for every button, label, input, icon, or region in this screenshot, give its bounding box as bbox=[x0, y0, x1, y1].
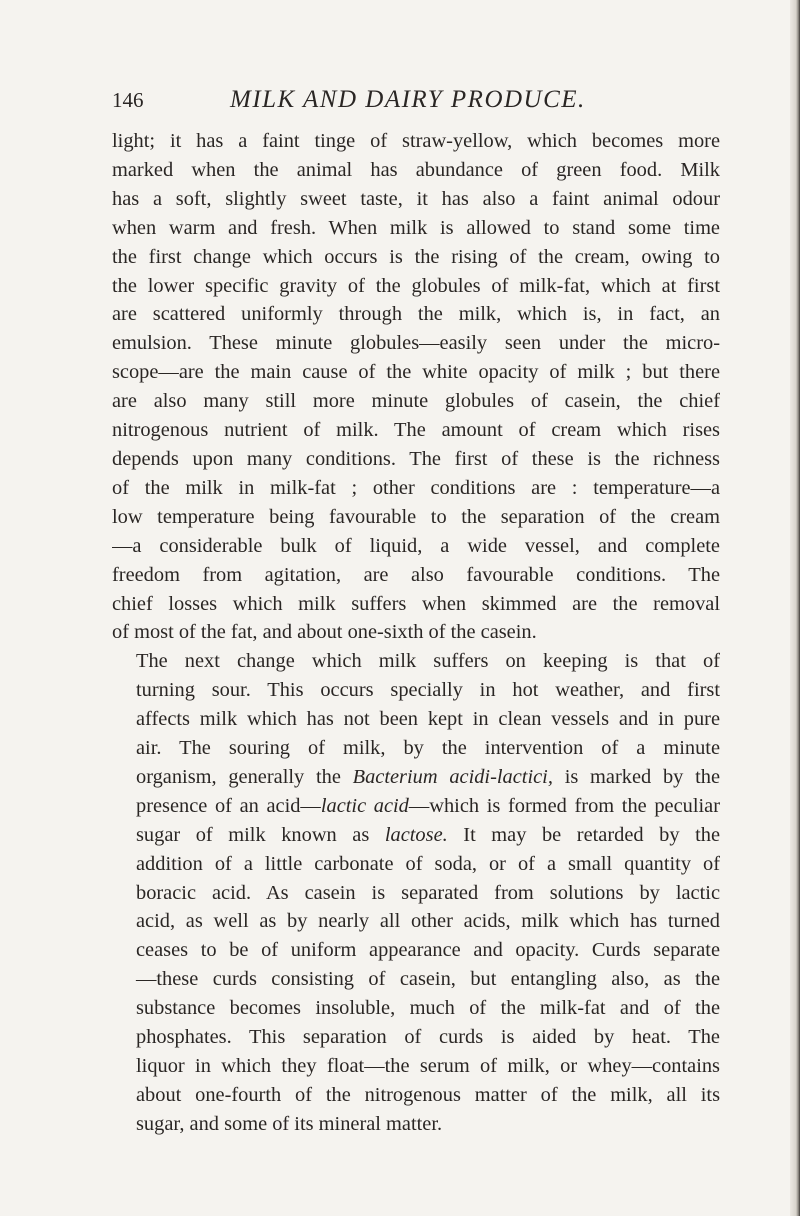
text-line: freedom from agitation, are also favourable conditions. The bbox=[112, 563, 720, 586]
text-segment: is marked by the bbox=[552, 765, 720, 788]
text-line: addition of a little carbonate of soda, or of a small quantity of bbox=[136, 852, 720, 875]
text-line: emulsion. These minute globules—easily seen under the micro- bbox=[112, 332, 720, 355]
text-segment: sugar of milk known as bbox=[136, 823, 385, 846]
body-text bbox=[112, 127, 720, 1139]
text-line: sugar, and some of its mineral matter. bbox=[136, 1112, 443, 1135]
text-line: phosphates. This separation of curds is aided by heat. The bbox=[136, 1026, 720, 1049]
text-line: has a soft, slightly sweet taste, it has also a faint animal odour bbox=[112, 187, 720, 210]
italic-term: lactic acid bbox=[320, 794, 409, 817]
text-line: light; it has a faint tinge of straw-yellow, which becomes more bbox=[112, 130, 720, 152]
text-line: marked when the animal has abundance of green food. Milk bbox=[112, 158, 720, 181]
text-segment: —which is formed from the peculiar bbox=[408, 794, 720, 817]
page-header bbox=[112, 86, 722, 126]
text-line: liquor in which they float—the serum of milk, or whey—contains bbox=[136, 1055, 720, 1077]
text-line: turning sour. This occurs specially in hot weather, and first bbox=[136, 679, 720, 702]
text-line: about one-fourth of the nitrogenous matter of the milk, all its bbox=[136, 1083, 720, 1106]
paragraph-2 bbox=[112, 647, 720, 1138]
text-line: acid, as well as by nearly all other acids, milk which has turned bbox=[136, 910, 720, 933]
text-line bbox=[112, 821, 720, 850]
text-line: —a considerable bulk of liquid, a wide vessel, and complete bbox=[112, 534, 720, 557]
page-number: 146 bbox=[112, 88, 144, 112]
text-line: of most of the fat, and about one-sixth of the casein. bbox=[112, 621, 537, 644]
text-line: chief losses which milk suffers when skimmed are the removal bbox=[112, 592, 720, 615]
text-line bbox=[112, 792, 720, 821]
text-line: low temperature being favourable to the separation of the cream bbox=[112, 505, 720, 528]
text-line: are also many still more minute globules of casein, the chief bbox=[112, 390, 720, 413]
text-line: ceases to be of uniform appearance and opacity. Curds separate bbox=[136, 939, 720, 962]
italic-term: Bacterium acidi-lactici, bbox=[352, 765, 553, 788]
text-line: The next change which milk suffers on keeping is that of bbox=[136, 650, 720, 673]
text-line: of the milk in milk-fat ; other conditions are : temperature—a bbox=[112, 476, 720, 499]
text-line: when warm and fresh. When milk is allowed to stand some time bbox=[112, 216, 720, 239]
text-line: nitrogenous nutrient of milk. The amount of cream which rises bbox=[112, 419, 720, 442]
text-line: air. The souring of milk, by the intervention of a minute bbox=[136, 737, 720, 760]
text-line: boracic acid. As casein is separated from solutions by lactic bbox=[136, 881, 720, 904]
text-line: the first change which occurs is the rising of the cream, owing to bbox=[112, 245, 720, 268]
page-edge-shadow bbox=[790, 0, 800, 1216]
text-line: scope—are the main cause of the white opacity of milk ; but there bbox=[112, 361, 720, 384]
italic-term: lactose. bbox=[384, 823, 448, 846]
text-line: —these curds consisting of casein, but entangling also, as the bbox=[136, 968, 720, 991]
paragraph-1 bbox=[112, 127, 720, 647]
text-line bbox=[112, 763, 720, 792]
text-line: are scattered uniformly through the milk, which is, in fact, an bbox=[112, 303, 720, 326]
text-line: depends upon many conditions. The first of these is the richness bbox=[112, 447, 720, 470]
text-segment: organism, generally the bbox=[136, 765, 353, 788]
text-segment: It may be retarded by the bbox=[447, 823, 720, 846]
text-line: affects milk which has not been kept in clean vessels and in pure bbox=[136, 708, 720, 731]
text-segment: presence of an acid— bbox=[136, 794, 321, 817]
running-title: MILK AND DAIRY PRODUCE. bbox=[230, 86, 586, 113]
text-line: substance becomes insoluble, much of the milk-fat and of the bbox=[136, 997, 720, 1020]
text-line: the lower specific gravity of the globules of milk-fat, which at first bbox=[112, 274, 720, 297]
